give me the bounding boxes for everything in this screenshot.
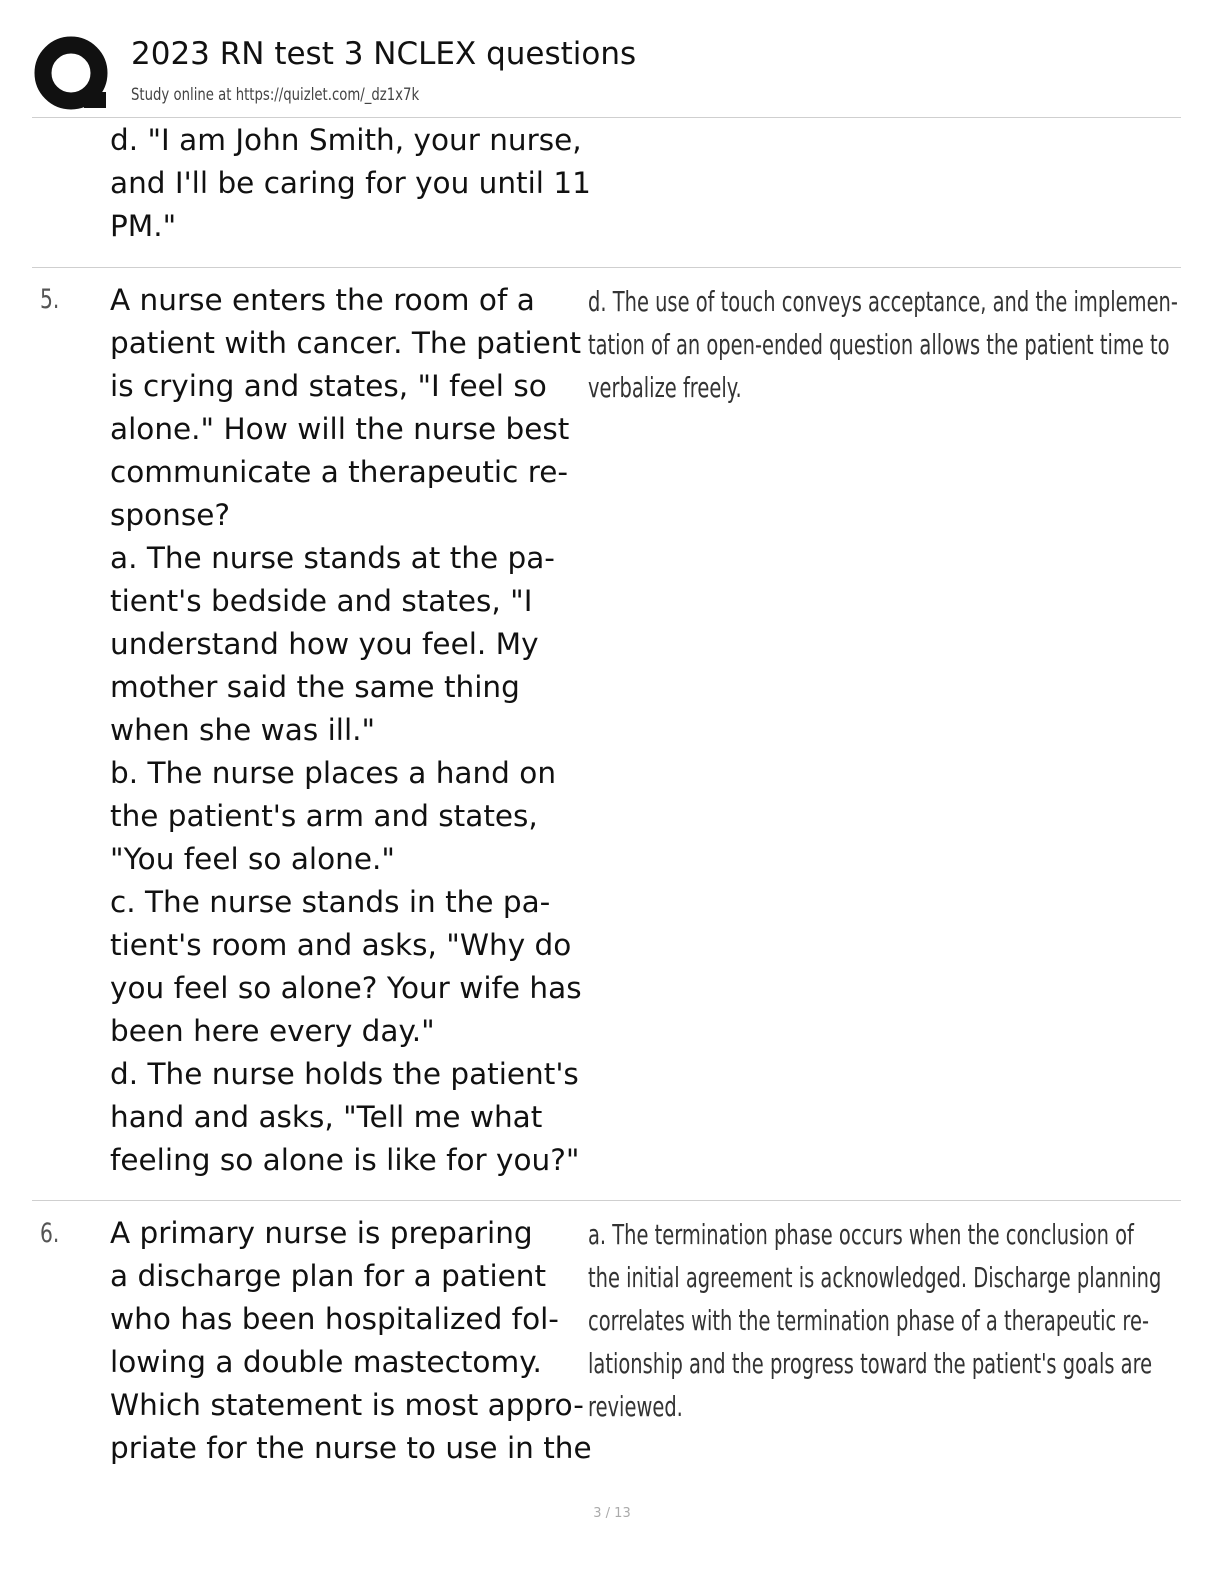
header-divider <box>32 117 1181 118</box>
question-line: you feel so alone? Your wife has <box>110 971 582 1005</box>
question-line: Which statement is most appro- <box>110 1388 584 1422</box>
question-line: been here every day." <box>110 1014 435 1048</box>
answer-line: verbalize freely. <box>588 371 742 404</box>
question-line: hand and asks, "Tell me what <box>110 1100 543 1134</box>
item-number: 5. <box>40 284 60 315</box>
continued-line: d. "I am John Smith, your nurse, <box>110 123 582 157</box>
answer-text <box>588 280 1178 409</box>
answer-line: tation of an open-ended question allows the patient time to <box>588 328 1170 361</box>
question-line: feeling so alone is like for you?" <box>110 1143 580 1177</box>
question-line: A primary nurse is preparing <box>110 1216 533 1250</box>
answer-line: the initial agreement is acknowledged. Discharge planning <box>588 1261 1162 1294</box>
question-line: d. The nurse holds the patient's <box>110 1057 579 1091</box>
page-number: 3 / 13 <box>593 1506 631 1521</box>
answer-line: a. The termination phase occurs when the conclusion of <box>588 1218 1134 1251</box>
answer-line: d. The use of touch conveys acceptance, and the implemen- <box>588 285 1178 318</box>
question-line: is crying and states, "I feel so <box>110 369 547 403</box>
question-line: who has been hospitalized fol- <box>110 1302 559 1336</box>
question-line: sponse? <box>110 498 231 532</box>
question-text <box>110 279 590 1182</box>
question-line: lowing a double mastectomy. <box>110 1345 542 1379</box>
row-divider <box>32 267 1181 268</box>
question-line: priate for the nurse to use in the <box>110 1431 592 1465</box>
question-line: communicate a therapeutic re- <box>110 455 568 489</box>
question-line: when she was ill." <box>110 713 376 747</box>
continued-line: and I'll be caring for you until 11 <box>110 166 591 200</box>
question-line: understand how you feel. My <box>110 627 539 661</box>
question-line: a. The nurse stands at the pa- <box>110 541 555 575</box>
question-line: tient's room and asks, "Why do <box>110 928 572 962</box>
question-line: alone." How will the nurse best <box>110 412 570 446</box>
answer-line: lationship and the progress toward the patient's goals are <box>588 1347 1153 1380</box>
document-title: 2023 RN test 3 NCLEX questions <box>131 36 637 72</box>
question-line: "You feel so alone." <box>110 842 395 876</box>
continued-option <box>110 119 590 248</box>
question-line: mother said the same thing <box>110 670 520 704</box>
question-line: patient with cancer. The patient <box>110 326 582 360</box>
quizlet-logo-icon <box>34 36 112 114</box>
question-line: the patient's arm and states, <box>110 799 538 833</box>
study-online-link[interactable]: Study online at https://quizlet.com/_dz1x7k <box>131 85 420 105</box>
answer-line: correlates with the termination phase of a therapeutic re- <box>588 1304 1149 1337</box>
answer-line: reviewed. <box>588 1390 683 1423</box>
row-divider <box>32 1200 1181 1201</box>
answer-text <box>588 1213 1161 1428</box>
question-line: a discharge plan for a patient <box>110 1259 547 1293</box>
question-line: A nurse enters the room of a <box>110 283 535 317</box>
question-text <box>110 1212 590 1470</box>
question-line: b. The nurse places a hand on <box>110 756 557 790</box>
question-line: c. The nurse stands in the pa- <box>110 885 551 919</box>
question-line: tient's bedside and states, "I <box>110 584 533 618</box>
item-number: 6. <box>40 1218 60 1249</box>
continued-line: PM." <box>110 209 177 243</box>
